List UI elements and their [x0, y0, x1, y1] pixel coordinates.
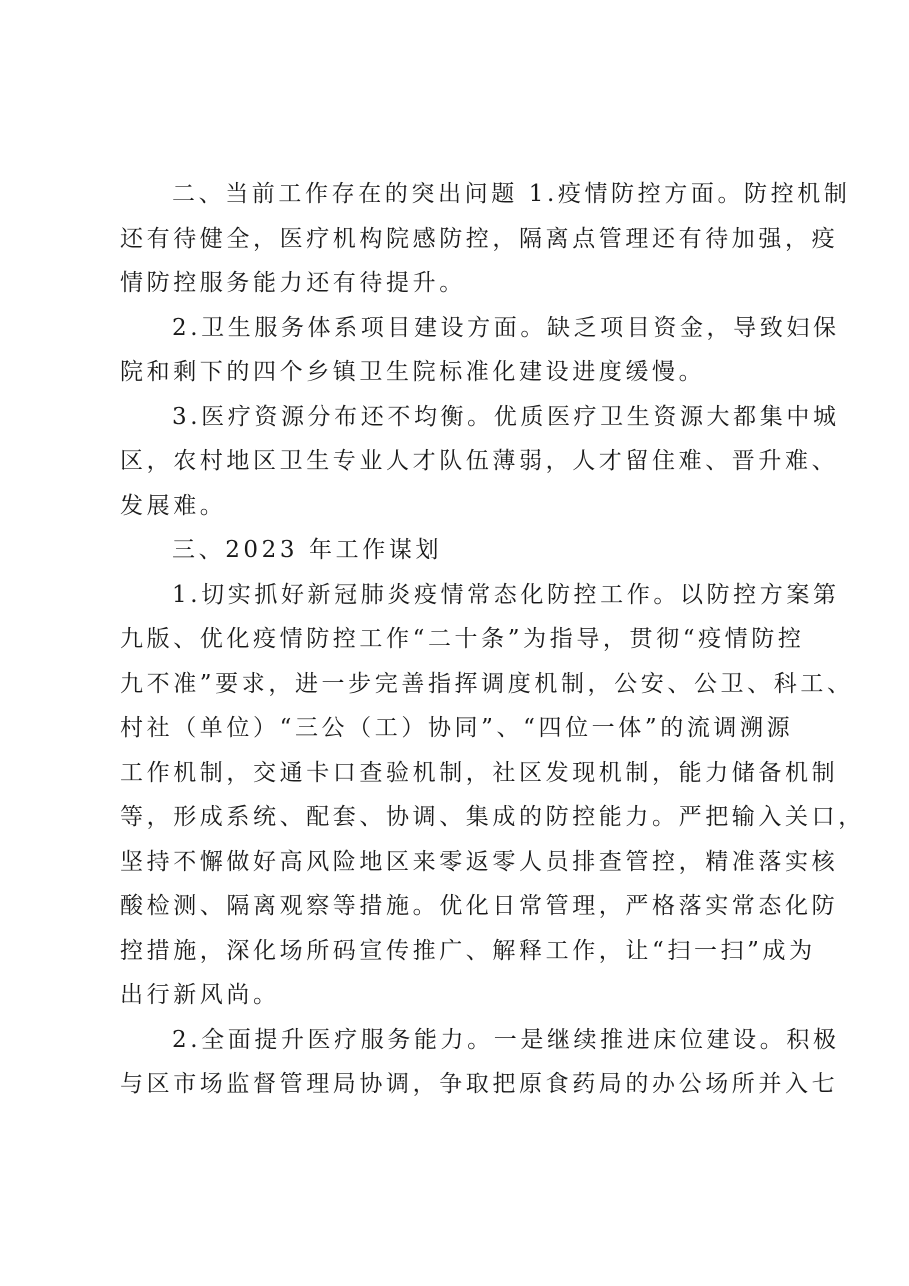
paragraph-plan-epidemic-control [120, 573, 865, 1018]
text-line: 2.卫生服务体系项目建设方面。缺乏项目资金，导致妇保 [172, 314, 840, 341]
heading-line: 三、2023 年工作谋划 [172, 537, 443, 563]
text-line: 控措施，深化场所码宣传推广、解释工作，让“扫一扫”成为 [120, 937, 816, 964]
text-line: 与区市场监督管理局协调，争取把原食药局的办公场所并入七 [120, 1071, 839, 1097]
paragraph-plan-medical-service [120, 1018, 840, 1107]
text-line: 2.全面提升医疗服务能力。一是继续推进床位建设。积极 [172, 1026, 840, 1053]
text-line: 工作机制，交通卡口查验机制，社区发现机制，能力储备机制 [120, 759, 839, 786]
text-line: 九版、优化疫情防控工作“二十条”为指导，贯彻“疫情防控 [120, 626, 805, 652]
text-line: 等，形成系统、配套、协调、集成的防控能力。严把输入关口， [120, 804, 865, 830]
paragraph-problems-health-system [120, 306, 840, 395]
paragraph-problems-medical-resources [120, 395, 840, 529]
text-line: 村社（单位）“三公（工）协同”、“四位一体”的流调溯源 [120, 715, 794, 741]
text-line: 情防控服务能力还有待提升。 [120, 270, 466, 296]
text-line: 院和剩下的四个乡镇卫生院标准化建设进度缓慢。 [120, 359, 706, 385]
text-line: 区，农村地区卫生专业人才队伍薄弱，人才留住难、晋升难、 [120, 448, 839, 474]
section-heading-2023-plan [120, 528, 810, 573]
text-line: 二、当前工作存在的突出问题 1.疫情防控方面。防控机制 [172, 181, 851, 207]
document-body [120, 172, 865, 1107]
text-line: 发展难。 [120, 492, 227, 519]
text-line: 九不准”要求，进一步完善指挥调度机制，公安、公卫、科工、 [120, 670, 854, 697]
text-line: 出行新风尚。 [120, 982, 280, 1008]
text-line: 1.切实抓好新冠肺炎疫情常态化防控工作。以防控方案第 [172, 581, 840, 608]
text-line: 酸检测、隔离观察等措施。优化日常管理，严格落实常态化防 [120, 893, 839, 919]
text-line: 坚持不懈做好高风险地区来零返零人员排查管控，精准落实核 [120, 848, 839, 875]
text-line: 3.医疗资源分布还不均衡。优质医疗卫生资源大都集中城 [172, 403, 840, 430]
paragraph-problems-epidemic [120, 172, 851, 306]
text-line: 还有待健全，医疗机构院感防控，隔离点管理还有待加强，疫 [120, 225, 839, 252]
